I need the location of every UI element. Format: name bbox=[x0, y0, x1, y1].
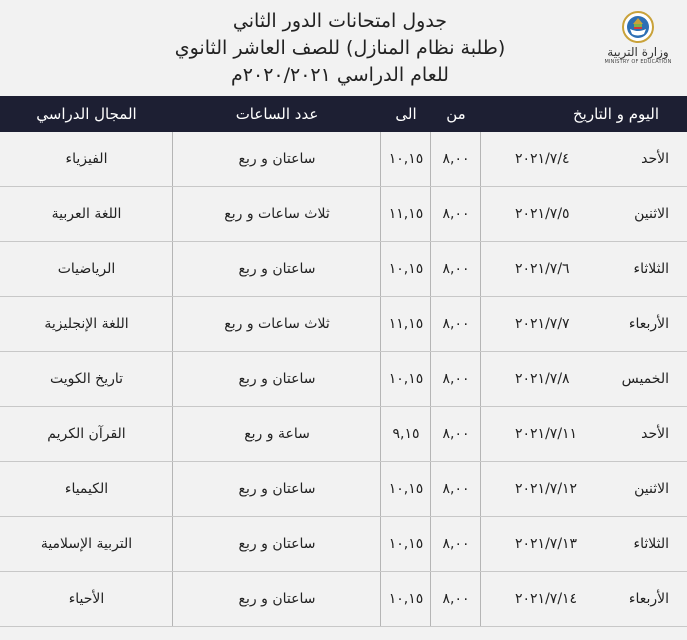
column-header-subject: المجال الدراسي bbox=[36, 105, 137, 123]
row-hours: ساعتان و ربع bbox=[172, 132, 381, 186]
row-date: ٢٠٢١/٧/١٢ bbox=[515, 481, 578, 497]
row-hours: ساعة و ربع bbox=[172, 407, 381, 461]
row-hours: ساعتان و ربع bbox=[172, 462, 381, 516]
title-line-1: جدول امتحانات الدور الثاني bbox=[232, 10, 448, 32]
table-header bbox=[0, 96, 687, 132]
row-day: الأربعاء bbox=[628, 316, 669, 332]
row-to: ١٠,١٥ bbox=[380, 517, 431, 571]
row-day: الأحد bbox=[641, 426, 669, 442]
row-hours: ثلاث ساعات و ربع bbox=[172, 187, 381, 241]
row-day: الخميس bbox=[621, 371, 669, 387]
ministry-logo bbox=[597, 10, 679, 76]
column-header-to: الى bbox=[395, 105, 417, 123]
table-row bbox=[0, 297, 687, 352]
row-to: ١٠,١٥ bbox=[380, 132, 431, 186]
row-from: ٨,٠٠ bbox=[430, 242, 481, 296]
row-from: ٨,٠٠ bbox=[430, 132, 481, 186]
row-date: ٢٠٢١/٧/٥ bbox=[515, 206, 570, 222]
row-date: ٢٠٢١/٧/١٤ bbox=[515, 591, 578, 607]
row-from: ٨,٠٠ bbox=[430, 297, 481, 351]
row-hours: ساعتان و ربع bbox=[172, 517, 381, 571]
row-from: ٨,٠٠ bbox=[430, 187, 481, 241]
row-day: الأحد bbox=[641, 151, 669, 167]
title-line-3: للعام الدراسي ٢٠٢٠/٢٠٢١م bbox=[231, 64, 449, 86]
row-hours: ساعتان و ربع bbox=[172, 242, 381, 296]
column-header-from: من bbox=[446, 105, 466, 123]
page-header bbox=[0, 0, 687, 96]
row-subject: تاريخ الكويت bbox=[49, 371, 124, 387]
table-row bbox=[0, 517, 687, 572]
row-day: الاثنين bbox=[634, 481, 669, 497]
exam-schedule-table bbox=[0, 96, 687, 627]
row-day: الأربعاء bbox=[628, 591, 669, 607]
row-subject: التربية الإسلامية bbox=[40, 536, 133, 552]
row-from: ٨,٠٠ bbox=[430, 517, 481, 571]
column-header-hours: عدد الساعات bbox=[235, 105, 319, 123]
row-to: ١٠,١٥ bbox=[380, 462, 431, 516]
table-row bbox=[0, 352, 687, 407]
table-row bbox=[0, 132, 687, 187]
row-hours: ثلاث ساعات و ربع bbox=[172, 297, 381, 351]
row-date: ٢٠٢١/٧/٨ bbox=[515, 371, 570, 387]
row-to: ١٠,١٥ bbox=[380, 242, 431, 296]
row-subject: القرآن الكريم bbox=[47, 426, 126, 442]
table-row bbox=[0, 462, 687, 517]
row-from: ٨,٠٠ bbox=[430, 407, 481, 461]
logo-name-en: MINISTRY OF EDUCATION bbox=[604, 59, 672, 65]
row-to: ١١,١٥ bbox=[380, 297, 431, 351]
page-title bbox=[120, 8, 560, 89]
row-to: ١٠,١٥ bbox=[380, 572, 431, 626]
logo-name-ar: وزارة التربية bbox=[607, 45, 669, 59]
row-subject: الأحياء bbox=[68, 591, 105, 607]
table-row bbox=[0, 407, 687, 462]
row-day: الثلاثاء bbox=[633, 261, 669, 277]
row-date: ٢٠٢١/٧/١٣ bbox=[515, 536, 578, 552]
column-header-day: اليوم و التاريخ bbox=[572, 105, 659, 123]
row-subject: الكيمياء bbox=[64, 481, 109, 497]
table-row bbox=[0, 187, 687, 242]
row-date: ٢٠٢١/٧/٦ bbox=[515, 261, 570, 277]
table-row bbox=[0, 572, 687, 627]
row-subject: الفيزياء bbox=[65, 151, 108, 167]
row-from: ٨,٠٠ bbox=[430, 462, 481, 516]
row-date: ٢٠٢١/٧/٤ bbox=[515, 151, 570, 167]
row-hours: ساعتان و ربع bbox=[172, 352, 381, 406]
row-date: ٢٠٢١/٧/٧ bbox=[515, 316, 570, 332]
kuwait-emblem-icon bbox=[621, 10, 655, 44]
row-subject: الرياضيات bbox=[57, 261, 116, 277]
row-to: ١١,١٥ bbox=[380, 187, 431, 241]
row-to: ١٠,١٥ bbox=[380, 352, 431, 406]
title-line-2: (طلبة نظام المنازل) للصف العاشر الثانوي bbox=[174, 37, 506, 59]
row-day: الاثنين bbox=[634, 206, 669, 222]
row-subject: اللغة الإنجليزية bbox=[44, 316, 129, 332]
row-date: ٢٠٢١/٧/١١ bbox=[515, 426, 578, 442]
row-to: ٩,١٥ bbox=[380, 407, 431, 461]
table-row bbox=[0, 242, 687, 297]
row-from: ٨,٠٠ bbox=[430, 572, 481, 626]
row-from: ٨,٠٠ bbox=[430, 352, 481, 406]
row-subject: اللغة العربية bbox=[51, 206, 122, 222]
row-day: الثلاثاء bbox=[633, 536, 669, 552]
row-hours: ساعتان و ربع bbox=[172, 572, 381, 626]
